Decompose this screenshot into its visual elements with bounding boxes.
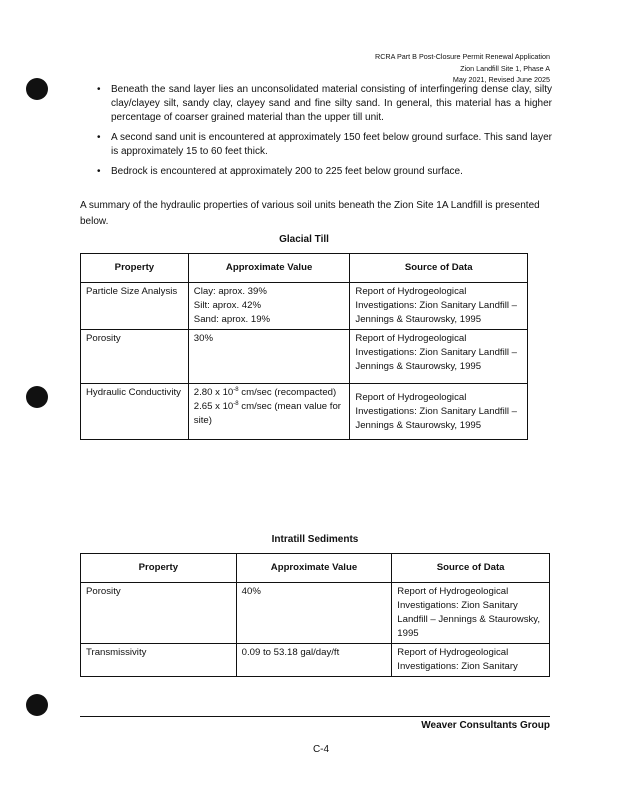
value-tail: cm/sec (mean value for site) [193, 401, 341, 426]
bullet-item: • A second sand unit is encountered at approximately 150 feet below ground surface. This sand layer is approximately 15 to 60 feet thick. [97, 131, 552, 159]
page-number: C-4 [312, 744, 330, 755]
geology-bullet-list [97, 83, 552, 185]
footer-rule [80, 716, 550, 717]
bullet-item: • Bedrock is encountered at approximately 200 to 225 feet below ground surface. [97, 165, 552, 179]
cell-source: Report of Hydrogeological Investigations: Zion Sanitary Landfill – Jennings & Staurowsky, 1995 [350, 283, 528, 330]
table-row [81, 330, 528, 384]
document-header [375, 51, 550, 86]
header-line-2: Zion Landfill Site 1, Phase A [460, 63, 550, 73]
cell-value: 30% [188, 330, 350, 384]
table-row [81, 384, 528, 440]
table-header-row [81, 554, 550, 583]
cell-value: 0.09 to 53.18 gal/day/ft [236, 644, 392, 677]
value-line: Clay: aprox. 39% [193, 286, 267, 297]
cell-source: Report of Hydrogeological Investigations: Zion Sanitary [392, 644, 550, 677]
footer-organization: Weaver Consultants Group [421, 720, 550, 731]
cell-value: 40% [236, 583, 392, 644]
cell-property: Hydraulic Conductivity [81, 384, 189, 440]
cell-value [188, 283, 350, 330]
glacial-till-table [80, 253, 528, 440]
header-source: Source of Data [350, 254, 528, 283]
table-row [81, 283, 528, 330]
header-property: Property [81, 254, 189, 283]
punch-hole-middle [26, 386, 48, 408]
value-base: 2.80 x 10 [193, 387, 234, 398]
value-tail: cm/sec (recompacted) [238, 387, 337, 398]
punch-hole-bottom [26, 694, 48, 716]
intratill-caption: Intratill Sediments [271, 534, 359, 545]
intro-paragraph: A summary of the hydraulic properties of various soil units beneath the Zion Site 1A Landfill is presented below. [80, 200, 540, 227]
cell-property: Particle Size Analysis [81, 283, 189, 330]
value-line: Silt: aprox. 42% [193, 300, 261, 311]
header-value: Approximate Value [188, 254, 350, 283]
cell-source: Report of Hydrogeological Investigations: Zion Sanitary Landfill – Jennings & Staurowsky, 1995 [392, 583, 550, 644]
header-line-1: RCRA Part B Post-Closure Permit Renewal Application [375, 52, 550, 61]
punch-hole-top [26, 78, 48, 100]
cell-property: Transmissivity [81, 644, 237, 677]
table-row [81, 644, 550, 677]
glacial-till-caption: Glacial Till [279, 234, 329, 245]
value-base: 2.65 x 10 [193, 401, 234, 412]
bullet-item: • Beneath the sand layer lies an unconsolidated material consisting of interfingering dense clay, silty clay/clayey silt, sandy clay, clayey sand and fine silty sand. In general, this material has a higher percentage of coarser grained material than the upper till unit. [97, 83, 552, 125]
value-exponent: -8 [233, 386, 239, 393]
header-line-3: May 2021, Revised June 2025 [452, 75, 550, 84]
header-source: Source of Data [392, 554, 550, 583]
cell-property: Porosity [81, 583, 237, 644]
cell-property: Porosity [81, 330, 189, 384]
cell-source: Report of Hydrogeological Investigations: Zion Sanitary Landfill – Jennings & Staurowsky, 1995 [350, 384, 528, 440]
header-property: Property [81, 554, 237, 583]
value-line [194, 400, 345, 428]
table-header-row [81, 254, 528, 283]
cell-value [188, 384, 350, 440]
value-line: Sand: aprox. 19% [193, 314, 271, 325]
value-exponent: -8 [233, 400, 239, 407]
header-value: Approximate Value [236, 554, 392, 583]
table-row [81, 583, 550, 644]
cell-source: Report of Hydrogeological Investigations: Zion Sanitary Landfill – Jennings & Staurowsky, 1995 [350, 330, 528, 384]
intratill-table [80, 553, 550, 677]
value-line [194, 386, 345, 400]
